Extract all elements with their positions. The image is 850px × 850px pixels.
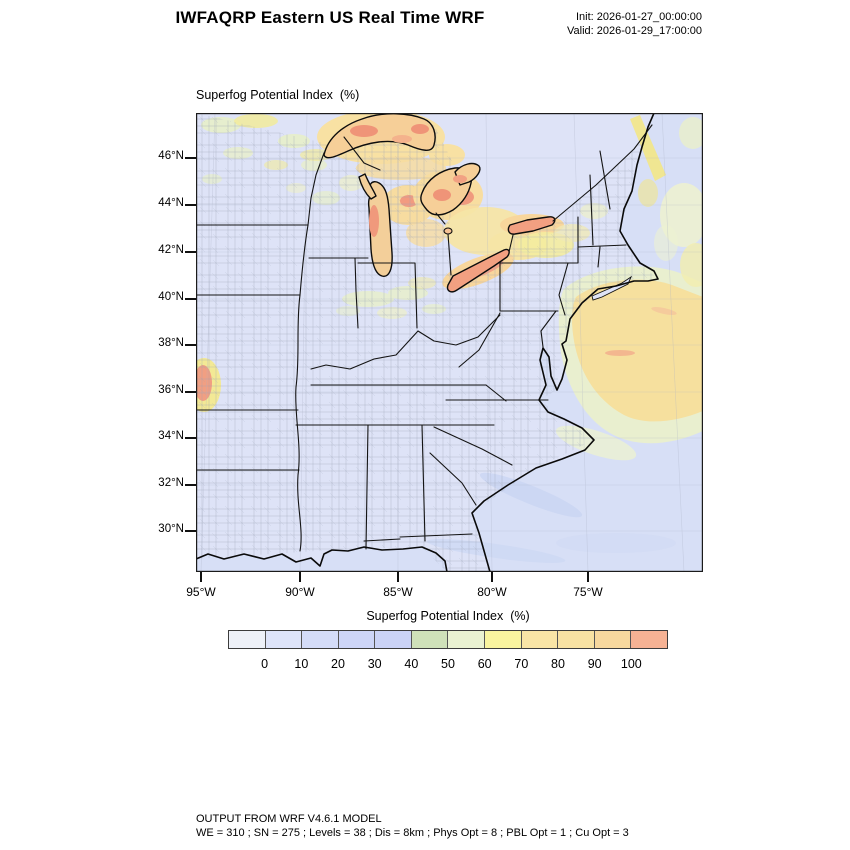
plot-title: IWFAQRP Eastern US Real Time WRF bbox=[175, 8, 485, 27]
lat-tick bbox=[185, 437, 196, 439]
lat-tick-label: 40°N bbox=[158, 291, 184, 303]
lon-tick bbox=[200, 572, 202, 582]
lat-tick-label: 42°N bbox=[158, 244, 184, 256]
lon-tick-label: 85°W bbox=[383, 585, 413, 599]
lat-tick bbox=[185, 344, 196, 346]
lat-tick-label: 32°N bbox=[158, 477, 184, 489]
superfog-map bbox=[196, 113, 703, 572]
colorbar-tick-label: 70 bbox=[514, 657, 529, 671]
colorbar-cell bbox=[594, 631, 631, 648]
lat-tick bbox=[185, 157, 196, 159]
model-version-line: OUTPUT FROM WRF V4.6.1 MODEL bbox=[196, 813, 382, 825]
colorbar-tick-label: 40 bbox=[404, 657, 419, 671]
lat-tick bbox=[185, 251, 196, 253]
colorbar-tick-label: 50 bbox=[441, 657, 455, 671]
colorbar-cell bbox=[229, 631, 265, 648]
lon-tick-label: 80°W bbox=[477, 585, 507, 599]
colorbar-cell bbox=[557, 631, 594, 648]
colorbar-tick-label: 30 bbox=[367, 657, 382, 671]
init-time-label: Init: 2026-01-27_00:00:00 bbox=[576, 11, 702, 23]
lon-tick bbox=[397, 572, 399, 582]
run-info-block bbox=[567, 10, 702, 38]
colorbar-tick-label: 10 bbox=[294, 657, 309, 671]
lat-tick-label: 30°N bbox=[158, 523, 184, 535]
colorbar-title: Superfog Potential Index (%) bbox=[366, 609, 530, 623]
lon-tick bbox=[491, 572, 493, 582]
map-canvas bbox=[196, 113, 703, 572]
colorbar-cell bbox=[411, 631, 448, 648]
colorbar-tick-labels bbox=[228, 657, 668, 673]
lake-st-clair bbox=[444, 228, 452, 234]
colorbar bbox=[228, 630, 668, 649]
lat-tick-label: 44°N bbox=[158, 197, 184, 209]
lat-tick bbox=[185, 204, 196, 206]
colorbar-cell bbox=[630, 631, 667, 648]
lat-tick-label: 46°N bbox=[158, 150, 184, 162]
lat-tick bbox=[185, 530, 196, 532]
colorbar-tick-label: 60 bbox=[477, 657, 492, 671]
colorbar-cell bbox=[301, 631, 338, 648]
colorbar-cell bbox=[338, 631, 375, 648]
colorbar-cell bbox=[521, 631, 558, 648]
lat-tick bbox=[185, 484, 196, 486]
lon-tick-label: 90°W bbox=[285, 585, 315, 599]
lat-tick-label: 38°N bbox=[158, 337, 184, 349]
lat-tick bbox=[185, 391, 196, 393]
lon-tick-label: 95°W bbox=[186, 585, 216, 599]
lat-tick-label: 34°N bbox=[158, 430, 184, 442]
colorbar-cell bbox=[484, 631, 521, 648]
colorbar-tick-label: 80 bbox=[551, 657, 565, 671]
colorbar-tick-label: 20 bbox=[331, 657, 345, 671]
colorbar-cell bbox=[447, 631, 484, 648]
valid-time-label: Valid: 2026-01-29_17:00:00 bbox=[567, 25, 702, 37]
lon-tick-label: 75°W bbox=[573, 585, 603, 599]
model-info-footer bbox=[196, 813, 629, 840]
colorbar-cell bbox=[374, 631, 411, 648]
lat-tick-label: 36°N bbox=[158, 384, 184, 396]
colorbar-cell bbox=[265, 631, 302, 648]
lon-tick bbox=[587, 572, 589, 582]
colorbar-tick-label: 0 bbox=[261, 657, 269, 671]
lat-tick bbox=[185, 298, 196, 300]
colorbar-tick-label: 100 bbox=[620, 657, 642, 671]
model-config-line: WE = 310 ; SN = 275 ; Levels = 38 ; Dis = 8km ; Phys Opt = 8 ; PBL Opt = 1 ; Cu Opt = 3 bbox=[196, 826, 629, 839]
lon-tick bbox=[299, 572, 301, 582]
colorbar-tick-label: 90 bbox=[587, 657, 602, 671]
field-label: Superfog Potential Index (%) bbox=[196, 88, 360, 102]
